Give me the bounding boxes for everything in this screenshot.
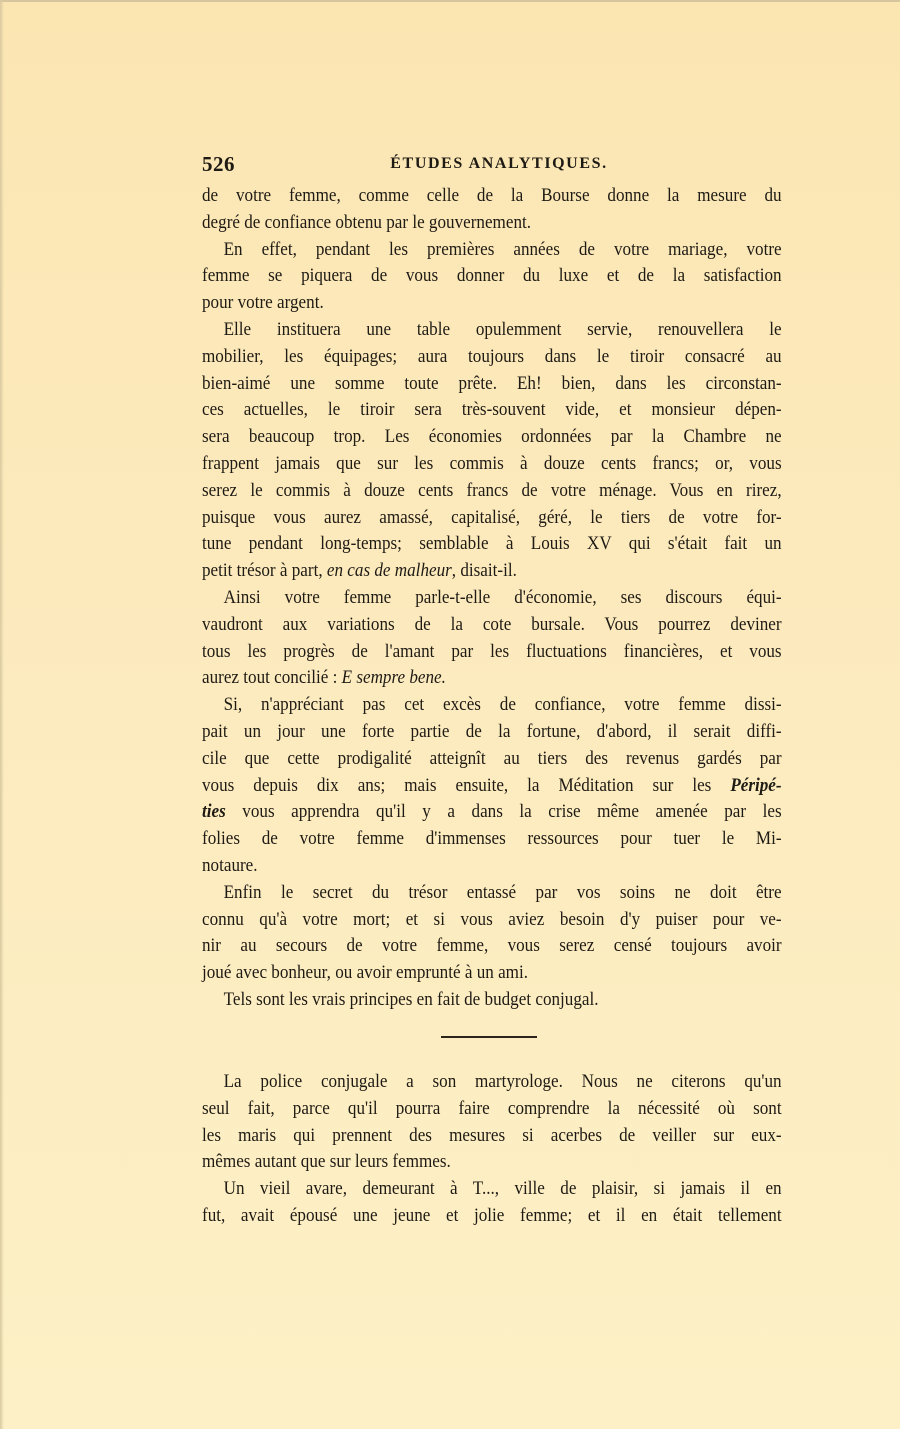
- text-line: les maris qui prennent des mesures si acerbes de veiller sur eux-: [202, 1124, 782, 1146]
- text-line: Tels sont les vrais principes en fait de budget conjugal.: [223, 988, 599, 1010]
- text-run: , disait-il.: [451, 560, 517, 582]
- page-top-edge: [0, 0, 900, 2]
- text-line: joué avec bonheur, ou avoir emprunté à un ami.: [202, 962, 529, 984]
- text-line: Si, n'appréciant pas cet excès de confiance, votre femme dissi-: [223, 694, 782, 716]
- page-header: [202, 152, 782, 178]
- main-text: [202, 183, 782, 1014]
- text-line: degré de confiance obtenu par le gouvernement.: [202, 211, 532, 233]
- text-line: bien-aimé une somme toute prête. Eh! bien, dans les circonstan-: [202, 372, 782, 394]
- text-line: [202, 799, 782, 826]
- paragraph: [202, 880, 782, 987]
- text-line: nir au secours de votre femme, vous serez censé toujours avoir: [202, 935, 782, 957]
- text-line: ces actuelles, le tiroir sera très-souvent vide, et monsieur dépen-: [202, 399, 782, 421]
- text-line: Enfin le secret du trésor entassé par vos soins ne doit être: [223, 881, 782, 903]
- text-line: femme se piquera de vous donner du luxe et de la satisfaction: [202, 265, 782, 287]
- text-line: vaudront aux variations de la cote bursale. Vous pourrez deviner: [202, 613, 782, 635]
- text-run: aurez tout concilié :: [202, 667, 342, 689]
- text-line: Un vieil avare, demeurant à T..., ville de plaisir, si jamais il en: [223, 1178, 782, 1200]
- paragraph: [202, 692, 782, 880]
- text-line: La police conjugale a son martyrologe. Nous ne citerons qu'un: [223, 1071, 782, 1092]
- paragraph: [202, 1176, 782, 1230]
- text-line: tune pendant long-temps; semblable à Louis XV qui s'était fait un: [202, 533, 782, 555]
- text-line: sera beaucoup trop. Les économies ordonnées par la Chambre ne: [202, 426, 782, 448]
- paragraph: [202, 585, 782, 692]
- paragraph: [202, 183, 782, 237]
- text-line: pait un jour une forte partie de la fortune, d'abord, il serait diffi-: [202, 720, 782, 742]
- text-line: [202, 665, 782, 692]
- text-line: mobilier, les équipages; aura toujours dans le tiroir consacré au: [202, 345, 782, 367]
- text-line: folies de votre femme d'immenses ressources pour tuer le Mi-: [202, 828, 782, 850]
- text-line: tous les progrès de l'amant par les fluctuations financières, et vous: [202, 640, 782, 662]
- text-line: mêmes autant que sur leurs femmes.: [202, 1151, 451, 1173]
- text-line: notaure.: [202, 854, 258, 876]
- text-line: En effet, pendant les premières années de votre mariage, votre: [223, 238, 782, 260]
- text-run: petit trésor à part,: [202, 560, 327, 582]
- text-line: de votre femme, comme celle de la Bourse donne la mesure du: [202, 185, 782, 206]
- text-line: fut, avait épousé une jeune et jolie femme; et il en était tellement: [202, 1204, 782, 1226]
- text-line: cile que cette prodigalité atteignît au tiers des revenus gardés par: [202, 747, 782, 769]
- text-line: Elle instituera une table opulemment servie, renouvellera le: [223, 318, 782, 340]
- page-binding-edge: [0, 0, 4, 1429]
- second-section-text: [202, 1069, 782, 1230]
- text-line: [202, 558, 782, 585]
- text-line: serez le commis à douze cents francs de votre ménage. Vous en rirez,: [202, 479, 782, 501]
- text-line: connu qu'à votre mort; et si vous aviez besoin d'y puiser pour ve-: [202, 908, 782, 930]
- paragraph: [202, 237, 782, 317]
- paragraph: [202, 987, 782, 1014]
- text-line: frappent jamais que sur les commis à douze cents francs; or, vous: [202, 452, 782, 474]
- text-run: vous depuis dix ans; mais ensuite, la Méditation sur les: [202, 774, 731, 796]
- text-line: puisque vous aurez amassé, capitalisé, géré, le tiers de votre for-: [202, 506, 782, 528]
- text-line: [202, 773, 782, 800]
- section-divider: [441, 1036, 537, 1038]
- text-run: vous apprendra qu'il y a dans la crise même amenée par les: [225, 801, 782, 823]
- italic-phrase: E sempre bene.: [341, 667, 446, 689]
- page-number: 526: [202, 152, 235, 176]
- text-line: Ainsi votre femme parle-t-elle d'économie, ses discours équi-: [223, 586, 782, 608]
- paragraph: [202, 1069, 782, 1176]
- text-line: pour votre argent.: [202, 292, 324, 314]
- paragraph: [202, 317, 782, 585]
- italic-title: Péripé-: [730, 774, 782, 796]
- italic-title: ties: [202, 801, 226, 823]
- italic-phrase: en cas de malheur: [326, 560, 452, 582]
- text-line: seul fait, parce qu'il pourra faire comprendre la nécessité où sont: [202, 1097, 782, 1119]
- running-head: ÉTUDES ANALYTIQUES.: [390, 155, 608, 172]
